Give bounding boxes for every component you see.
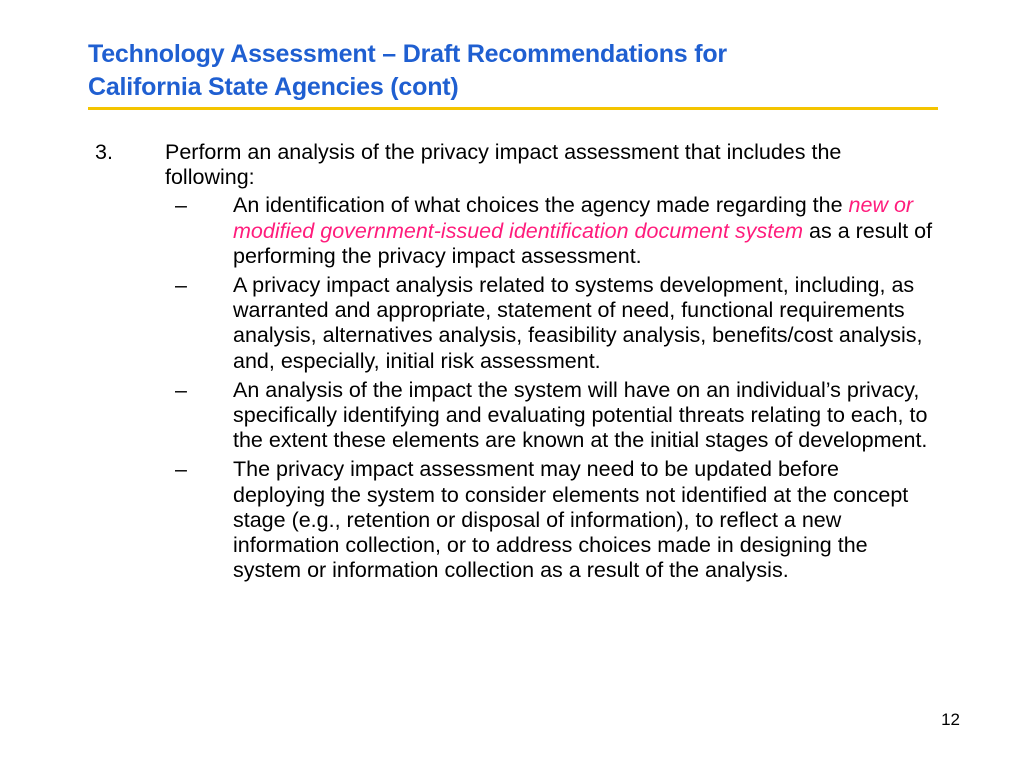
sub-bullet-2: [95, 273, 935, 374]
slide-title-line-1: Technology Assessment – Draft Recommendations for: [88, 40, 727, 68]
sub-bullet-3-text: An analysis of the impact the system will have on an individual’s privacy, specifically identifying and evaluating potential threats relating to each, to the extent these elements are known at the initial stages of development.: [233, 377, 928, 453]
numbered-item: [95, 140, 935, 190]
sub-bullet-1: [95, 193, 935, 269]
sub-bullet-list: [95, 193, 935, 583]
sub-bullet-1-text-post: as a result of performing the privacy impact assessment.: [233, 218, 933, 268]
dash-marker: –: [175, 457, 187, 482]
sub-bullet-1-emphasis: new or modified government-issued identification document system: [233, 193, 914, 243]
title-divider: [88, 107, 938, 110]
item-text: Perform an analysis of the privacy impact assessment that includes the following:: [165, 140, 842, 190]
slide-title: [88, 38, 988, 104]
sub-bullet-4: [95, 457, 935, 583]
sub-bullet-3: [95, 378, 935, 454]
dash-marker: –: [175, 377, 187, 402]
page-number: 12: [941, 710, 960, 729]
slide-body: [95, 140, 935, 587]
dash-marker: –: [175, 273, 187, 298]
slide-title-line-2: California State Agencies (cont): [88, 73, 459, 101]
sub-bullet-4-text: The privacy impact assessment may need to be updated before deploying the system to consider elements not identified at the concept stage (e.g., retention or disposal of information), to reflect a new information collection, or to address choices made in designing the system or information collection as a result of the analysis.: [233, 457, 909, 583]
sub-bullet-1-text-pre: An identification of what choices the agency made regarding the: [233, 193, 849, 218]
item-number: 3.: [95, 140, 113, 164]
dash-marker: –: [175, 193, 187, 218]
sub-bullet-2-text: A privacy impact analysis related to systems development, including, as warranted and appropriate, statement of need, functional requirements analysis, alternatives analysis, feasibility analysis, benefits/cost analysis, and, especially, initial risk assessment.: [233, 273, 923, 373]
